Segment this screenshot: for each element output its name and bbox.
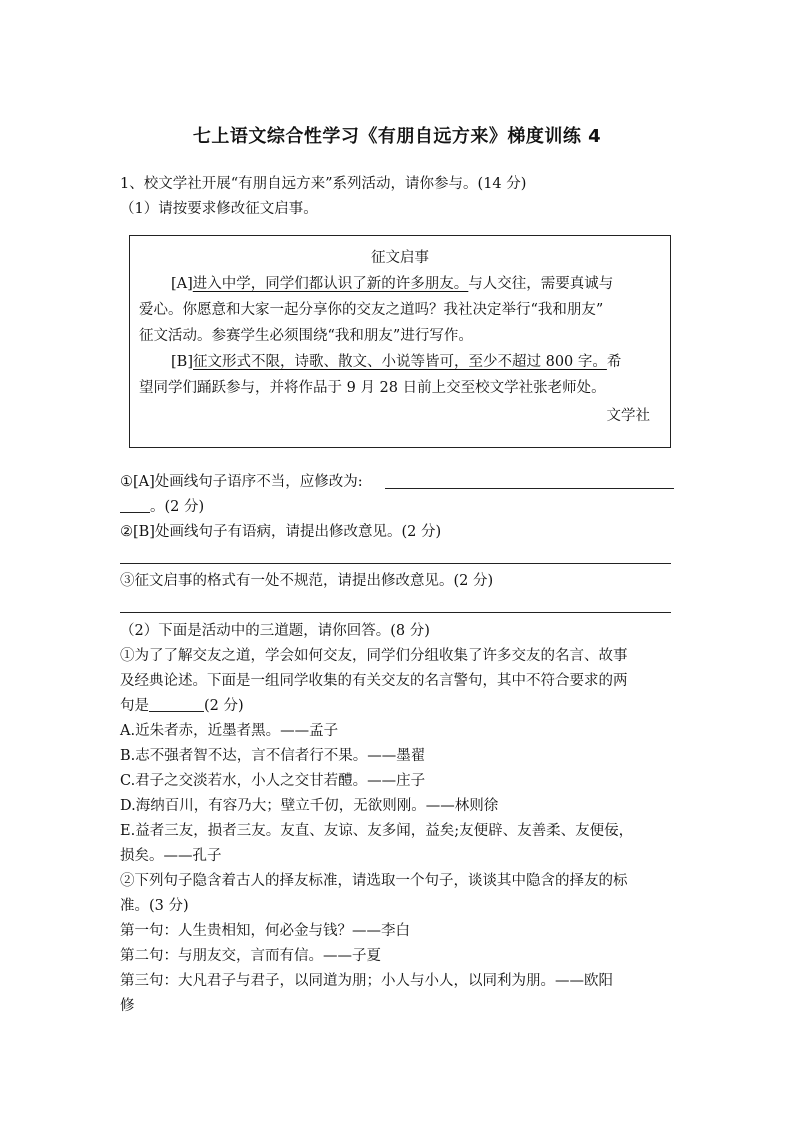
page-title: 七上语文综合性学习《有朋自远方来》梯度训练 4 xyxy=(192,126,602,147)
part-2-q2-line-1: ②下列句子隐含着古人的择友标准，请选取一个句子，谈谈其中隐含的择友的标 xyxy=(120,873,628,889)
sentence-3: 第三句：大凡君子与君子，以同道为朋；小人与小人，以同利为朋。——欧阳 xyxy=(120,973,613,989)
notice-line-4-rest: 希 xyxy=(606,354,622,370)
part-2-instruction: （2）下面是活动中的三道题，请你回答。(8 分) xyxy=(120,623,430,639)
answer-line-c[interactable] xyxy=(120,612,671,613)
part-2-q1-line-3: 句是 (2 分) xyxy=(120,698,244,714)
question-c-prompt: ③征文启事的格式有一处不规范，请提出修改意见。(2 分) xyxy=(120,573,494,589)
notice-underlined-a: 进入中学，同学们都认识了新的许多朋友。 xyxy=(192,276,469,292)
notice-tag-b: [B] xyxy=(171,354,193,370)
option-e-continued: 损矣。——孔子 xyxy=(120,848,222,864)
option-a: A.近朱者赤，近墨者黑。——孟子 xyxy=(120,723,339,739)
notice-line-1 xyxy=(171,274,613,294)
notice-line-2: 爱心。你愿意和大家一起分享你的交友之道吗？我社决定举行“我和朋友” xyxy=(139,302,604,318)
option-c: C.君子之交淡若水，小人之交甘若醴。——庄子 xyxy=(120,773,426,789)
answer-line-a[interactable] xyxy=(385,488,674,489)
answer-blank-a-tail[interactable] xyxy=(120,498,150,513)
answer-line-b[interactable] xyxy=(120,563,671,564)
notice-tag-a: [A] xyxy=(171,276,193,292)
question-1-intro: 1、校文学社开展“有朋自远方来”系列活动，请你参与。(14 分) xyxy=(120,176,527,192)
notice-heading: 征文启事 xyxy=(371,250,429,266)
answer-blank-choice[interactable] xyxy=(149,697,204,712)
part-2-q1-line-1: ①为了了解交友之道，学会如何交友，同学们分组收集了许多交友的名言、故事 xyxy=(120,648,628,664)
notice-line-5: 望同学们踊跃参与，并将作品于 9 月 28 日前上交至校文学社张老师处。 xyxy=(139,380,606,396)
question-a-tail: 。(2 分) xyxy=(120,497,204,517)
notice-line-3: 征文活动。参赛学生必须围绕“我和朋友”进行写作。 xyxy=(139,328,473,344)
option-e: E.益者三友，损者三友。友直、友谅、友多闻，益矣;友便辟、友善柔、友便佞， xyxy=(120,823,634,839)
notice-box xyxy=(129,235,671,448)
part-2-q1-line-2: 及经典论述。下面是一组同学收集的有关交友的名言警句，其中不符合要求的两 xyxy=(120,673,628,689)
option-d: D.海纳百川，有容乃大；壁立千仞，无欲则刚。——林则徐 xyxy=(120,798,499,814)
notice-line-1-rest: 与人交往，需要真诚与 xyxy=(468,276,614,292)
notice-signature: 文学社 xyxy=(606,408,650,424)
notice-underlined-b: 征文形式不限，诗歌、散文、小说等皆可，至少不超过 800 字。 xyxy=(192,354,607,370)
part-2-q2-line-2: 准。(3 分) xyxy=(120,898,189,914)
part-1-instruction: （1）请按要求修改征文启事。 xyxy=(120,201,318,217)
question-b-prompt: ②[B]处画线句子有语病，请提出修改意见。(2 分) xyxy=(120,524,442,540)
notice-line-4 xyxy=(171,352,621,372)
sentence-1: 第一句：人生贵相知，何必金与钱？——李白 xyxy=(120,923,410,939)
sentence-3-continued: 修 xyxy=(120,998,135,1014)
sentence-2: 第二句：与朋友交，言而有信。——子夏 xyxy=(120,948,381,964)
question-a-prompt: ①[A]处画线句子语序不当，应修改为: xyxy=(120,474,363,490)
option-b: B.志不强者智不达，言不信者行不果。——墨翟 xyxy=(120,748,426,764)
